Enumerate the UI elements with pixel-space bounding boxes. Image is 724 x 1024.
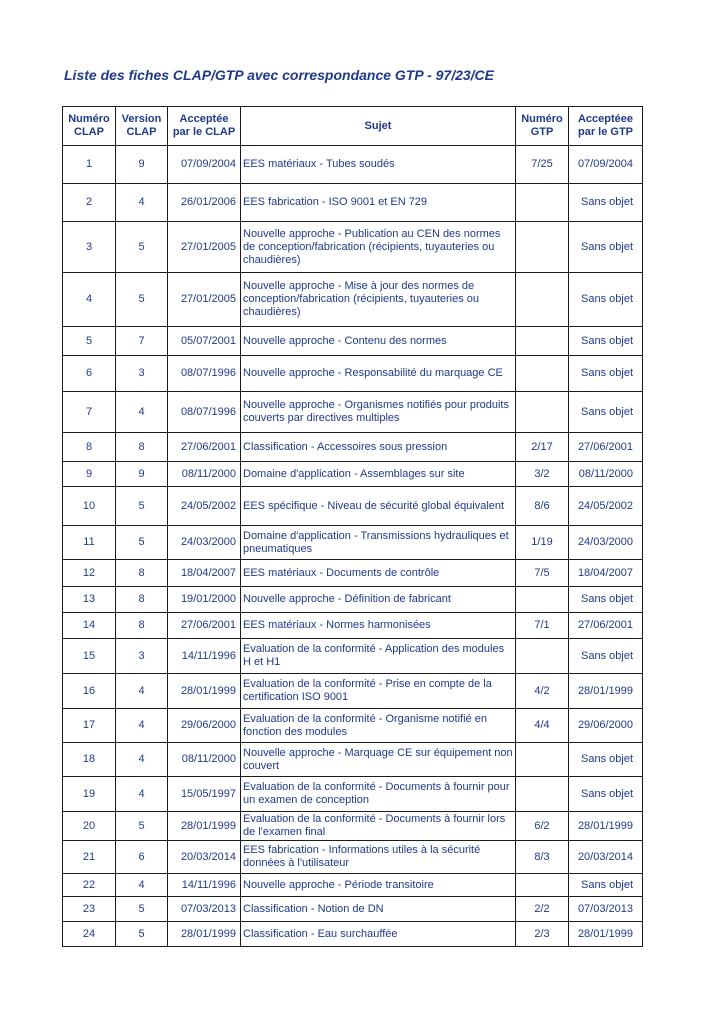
cell-acceptee-gtp: Sans objet: [569, 874, 643, 897]
cell-sujet: EES matériaux - Tubes soudés: [241, 146, 516, 184]
cell-sujet: Nouvelle approche - Responsabilité du marquage CE: [241, 356, 516, 392]
cell-sujet: Evaluation de la conformité - Documents à fournir lors de l'examen final: [241, 812, 516, 841]
cell-sujet: Classification - Notion de DN: [241, 897, 516, 922]
page-title: Liste des fiches CLAP/GTP avec correspondance GTP - 97/23/CE: [64, 67, 495, 83]
cell-numero-clap: 12: [63, 560, 116, 587]
cell-sujet: Evaluation de la conformité - Prise en compte de la certification ISO 9001: [241, 674, 516, 709]
cell-numero-gtp: [516, 222, 569, 273]
cell-sujet: Evaluation de la conformité - Application des modules H et H1: [241, 639, 516, 674]
cell-numero-clap: 2: [63, 184, 116, 222]
cell-numero-gtp: 8/6: [516, 487, 569, 526]
header-acceptee-clap: Acceptée par le CLAP: [168, 107, 241, 146]
cell-version-clap: 5: [116, 273, 168, 327]
cell-numero-gtp: [516, 392, 569, 433]
table-row: [63, 146, 643, 184]
cell-sujet: EES spécifique - Niveau de sécurité global équivalent: [241, 487, 516, 526]
cell-numero-clap: 1: [63, 146, 116, 184]
table-row: [63, 841, 643, 874]
cell-sujet: EES matériaux - Normes harmonisées: [241, 613, 516, 639]
cell-numero-gtp: [516, 327, 569, 356]
cell-acceptee-clap: 27/06/2001: [168, 433, 241, 462]
cell-acceptee-clap: 27/01/2005: [168, 222, 241, 273]
cell-version-clap: 5: [116, 897, 168, 922]
cell-numero-clap: 18: [63, 743, 116, 777]
cell-numero-clap: 24: [63, 922, 116, 947]
cell-acceptee-clap: 28/01/1999: [168, 812, 241, 841]
cell-acceptee-gtp: Sans objet: [569, 273, 643, 327]
cell-acceptee-clap: 07/03/2013: [168, 897, 241, 922]
cell-numero-clap: 20: [63, 812, 116, 841]
cell-acceptee-gtp: Sans objet: [569, 222, 643, 273]
cell-acceptee-gtp: Sans objet: [569, 587, 643, 613]
cell-sujet: EES fabrication - ISO 9001 et EN 729: [241, 184, 516, 222]
cell-acceptee-clap: 19/01/2000: [168, 587, 241, 613]
cell-numero-clap: 17: [63, 709, 116, 743]
table-row: [63, 184, 643, 222]
cell-acceptee-gtp: Sans objet: [569, 327, 643, 356]
cell-numero-gtp: 4/2: [516, 674, 569, 709]
cell-numero-clap: 13: [63, 587, 116, 613]
cell-acceptee-clap: 24/05/2002: [168, 487, 241, 526]
cell-numero-gtp: 4/4: [516, 709, 569, 743]
header-version-clap: Version CLAP: [116, 107, 168, 146]
cell-acceptee-gtp: 28/01/1999: [569, 674, 643, 709]
header-sujet: Sujet: [241, 107, 516, 146]
table-row: [63, 777, 643, 812]
cell-acceptee-clap: 07/09/2004: [168, 146, 241, 184]
cell-sujet: EES fabrication - Informations utiles à la sécurité données à l'utilisateur: [241, 841, 516, 874]
cell-sujet: Nouvelle approche - Mise à jour des normes de conception/fabrication (récipients, tuyauteries ou chaudières): [241, 273, 516, 327]
cell-sujet: Nouvelle approche - Publication au CEN des normes de conception/fabrication (récipients, tuyauteries ou chaudières): [241, 222, 516, 273]
cell-acceptee-clap: 27/06/2001: [168, 613, 241, 639]
cell-numero-gtp: 3/2: [516, 462, 569, 487]
cell-acceptee-gtp: 28/01/1999: [569, 922, 643, 947]
cell-numero-clap: 9: [63, 462, 116, 487]
table-row: [63, 674, 643, 709]
cell-sujet: EES matériaux - Documents de contrôle: [241, 560, 516, 587]
cell-version-clap: 4: [116, 392, 168, 433]
cell-acceptee-gtp: Sans objet: [569, 356, 643, 392]
cell-acceptee-clap: 18/04/2007: [168, 560, 241, 587]
cell-numero-gtp: 7/1: [516, 613, 569, 639]
cell-version-clap: 7: [116, 327, 168, 356]
table-row: [63, 433, 643, 462]
cell-numero-clap: 22: [63, 874, 116, 897]
header-numero-clap: Numéro CLAP: [63, 107, 116, 146]
cell-numero-gtp: 2/17: [516, 433, 569, 462]
table-row: [63, 273, 643, 327]
cell-acceptee-clap: 24/03/2000: [168, 526, 241, 560]
cell-version-clap: 5: [116, 922, 168, 947]
table-row: [63, 743, 643, 777]
cell-acceptee-clap: 08/07/1996: [168, 356, 241, 392]
cell-version-clap: 4: [116, 777, 168, 812]
cell-numero-clap: 6: [63, 356, 116, 392]
cell-acceptee-gtp: Sans objet: [569, 392, 643, 433]
cell-acceptee-gtp: 27/06/2001: [569, 613, 643, 639]
cell-sujet: Nouvelle approche - Organismes notifiés pour produits couverts par directives multiples: [241, 392, 516, 433]
cell-numero-gtp: [516, 743, 569, 777]
table-row: [63, 613, 643, 639]
header-numero-gtp: Numéro GTP: [516, 107, 569, 146]
table-row: [63, 327, 643, 356]
cell-version-clap: 5: [116, 487, 168, 526]
cell-sujet: Nouvelle approche - Période transitoire: [241, 874, 516, 897]
cell-numero-gtp: [516, 874, 569, 897]
table-row: [63, 922, 643, 947]
cell-acceptee-clap: 28/01/1999: [168, 922, 241, 947]
table-row: [63, 356, 643, 392]
cell-sujet: Nouvelle approche - Marquage CE sur équipement non couvert: [241, 743, 516, 777]
cell-numero-gtp: [516, 777, 569, 812]
fiches-table: [62, 106, 643, 947]
cell-numero-gtp: [516, 639, 569, 674]
table-row: [63, 487, 643, 526]
cell-acceptee-gtp: 27/06/2001: [569, 433, 643, 462]
cell-sujet: Domaine d'application - Assemblages sur site: [241, 462, 516, 487]
cell-numero-gtp: [516, 184, 569, 222]
cell-numero-clap: 23: [63, 897, 116, 922]
cell-version-clap: 8: [116, 433, 168, 462]
cell-version-clap: 6: [116, 841, 168, 874]
cell-acceptee-clap: 26/01/2006: [168, 184, 241, 222]
cell-numero-clap: 7: [63, 392, 116, 433]
cell-acceptee-gtp: 29/06/2000: [569, 709, 643, 743]
cell-version-clap: 4: [116, 184, 168, 222]
cell-numero-gtp: 7/25: [516, 146, 569, 184]
cell-numero-gtp: [516, 356, 569, 392]
cell-acceptee-clap: 27/01/2005: [168, 273, 241, 327]
cell-numero-gtp: 6/2: [516, 812, 569, 841]
cell-sujet: Evaluation de la conformité - Organisme notifié en fonction des modules: [241, 709, 516, 743]
cell-acceptee-gtp: Sans objet: [569, 743, 643, 777]
cell-acceptee-gtp: Sans objet: [569, 184, 643, 222]
cell-numero-gtp: [516, 587, 569, 613]
cell-acceptee-clap: 15/05/1997: [168, 777, 241, 812]
cell-numero-clap: 10: [63, 487, 116, 526]
cell-acceptee-gtp: 20/03/2014: [569, 841, 643, 874]
cell-sujet: Classification - Accessoires sous pression: [241, 433, 516, 462]
cell-numero-clap: 21: [63, 841, 116, 874]
cell-numero-clap: 16: [63, 674, 116, 709]
cell-acceptee-clap: 08/11/2000: [168, 743, 241, 777]
cell-acceptee-gtp: 18/04/2007: [569, 560, 643, 587]
cell-numero-gtp: 2/3: [516, 922, 569, 947]
cell-acceptee-gtp: 28/01/1999: [569, 812, 643, 841]
cell-version-clap: 3: [116, 356, 168, 392]
cell-version-clap: 5: [116, 812, 168, 841]
cell-acceptee-clap: 08/11/2000: [168, 462, 241, 487]
cell-acceptee-gtp: 24/05/2002: [569, 487, 643, 526]
cell-acceptee-gtp: Sans objet: [569, 639, 643, 674]
cell-numero-clap: 11: [63, 526, 116, 560]
cell-sujet: Classification - Eau surchauffée: [241, 922, 516, 947]
cell-numero-gtp: 2/2: [516, 897, 569, 922]
cell-acceptee-gtp: 08/11/2000: [569, 462, 643, 487]
cell-version-clap: 5: [116, 526, 168, 560]
cell-numero-gtp: [516, 273, 569, 327]
cell-numero-gtp: 1/19: [516, 526, 569, 560]
cell-numero-gtp: 7/5: [516, 560, 569, 587]
cell-acceptee-clap: 14/11/1996: [168, 639, 241, 674]
cell-sujet: Nouvelle approche - Définition de fabricant: [241, 587, 516, 613]
table-row: [63, 897, 643, 922]
table-row: [63, 709, 643, 743]
table-row: [63, 587, 643, 613]
table-header-row: [63, 107, 643, 146]
cell-version-clap: 8: [116, 560, 168, 587]
cell-numero-clap: 15: [63, 639, 116, 674]
cell-numero-clap: 14: [63, 613, 116, 639]
table-row: [63, 222, 643, 273]
cell-sujet: Domaine d'application - Transmissions hydrauliques et pneumatiques: [241, 526, 516, 560]
cell-numero-gtp: 8/3: [516, 841, 569, 874]
table-row: [63, 874, 643, 897]
cell-acceptee-gtp: 24/03/2000: [569, 526, 643, 560]
cell-version-clap: 9: [116, 146, 168, 184]
cell-version-clap: 9: [116, 462, 168, 487]
cell-version-clap: 4: [116, 674, 168, 709]
cell-acceptee-gtp: Sans objet: [569, 777, 643, 812]
cell-version-clap: 4: [116, 874, 168, 897]
table-row: [63, 526, 643, 560]
cell-numero-clap: 19: [63, 777, 116, 812]
cell-sujet: Evaluation de la conformité - Documents à fournir pour un examen de conception: [241, 777, 516, 812]
cell-version-clap: 5: [116, 222, 168, 273]
cell-numero-clap: 4: [63, 273, 116, 327]
cell-acceptee-gtp: 07/09/2004: [569, 146, 643, 184]
table-row: [63, 392, 643, 433]
cell-acceptee-gtp: 07/03/2013: [569, 897, 643, 922]
cell-version-clap: 4: [116, 709, 168, 743]
cell-numero-clap: 5: [63, 327, 116, 356]
cell-acceptee-clap: 05/07/2001: [168, 327, 241, 356]
table-row: [63, 462, 643, 487]
table-row: [63, 812, 643, 841]
cell-version-clap: 4: [116, 743, 168, 777]
cell-numero-clap: 3: [63, 222, 116, 273]
cell-version-clap: 8: [116, 613, 168, 639]
cell-version-clap: 8: [116, 587, 168, 613]
cell-numero-clap: 8: [63, 433, 116, 462]
table-row: [63, 639, 643, 674]
cell-acceptee-clap: 20/03/2014: [168, 841, 241, 874]
cell-sujet: Nouvelle approche - Contenu des normes: [241, 327, 516, 356]
cell-acceptee-clap: 29/06/2000: [168, 709, 241, 743]
cell-version-clap: 3: [116, 639, 168, 674]
cell-acceptee-clap: 28/01/1999: [168, 674, 241, 709]
table-row: [63, 560, 643, 587]
header-acceptee-gtp: Acceptéee par le GTP: [569, 107, 643, 146]
cell-acceptee-clap: 14/11/1996: [168, 874, 241, 897]
cell-acceptee-clap: 08/07/1996: [168, 392, 241, 433]
